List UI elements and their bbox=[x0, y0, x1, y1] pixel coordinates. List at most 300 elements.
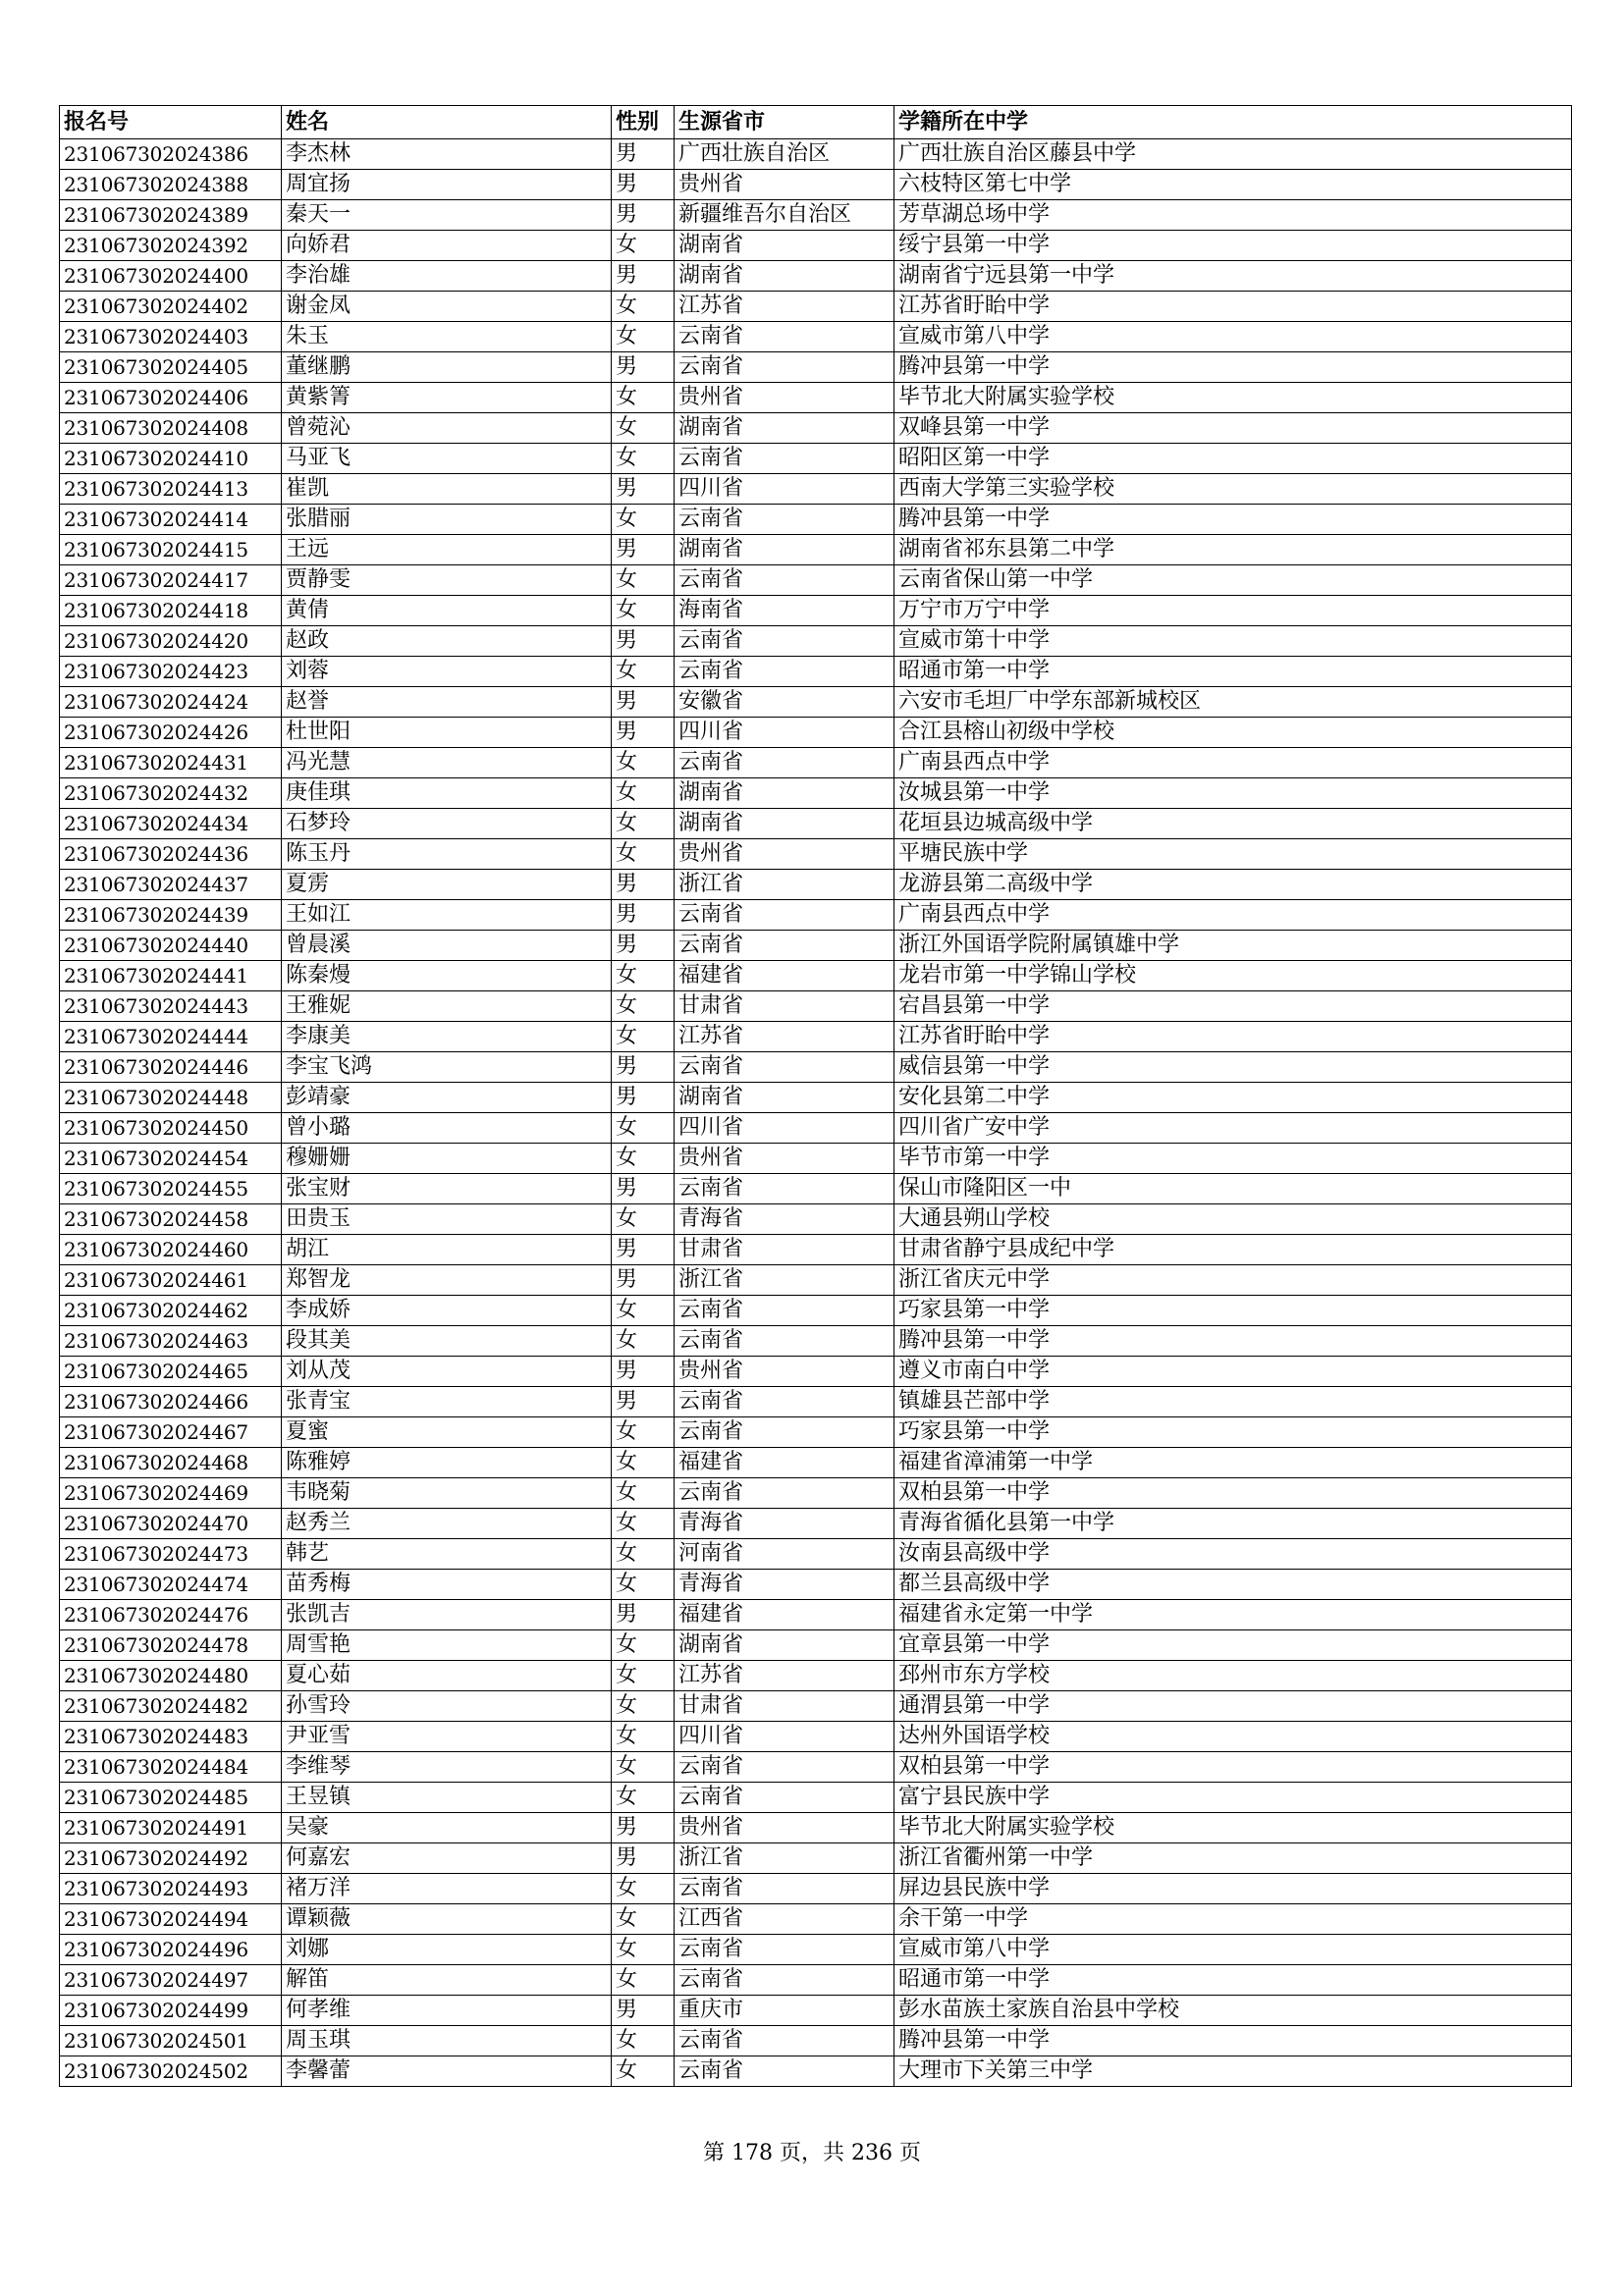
student-table bbox=[59, 105, 1572, 2087]
table-row bbox=[60, 1965, 1572, 1996]
table-row bbox=[60, 1783, 1572, 1813]
name-cell: 韩艺 bbox=[282, 1539, 612, 1570]
table-row bbox=[60, 1630, 1572, 1661]
province-cell: 四川省 bbox=[675, 1113, 894, 1144]
registration-number-cell: 231067302024450 bbox=[60, 1113, 282, 1144]
table-row bbox=[60, 748, 1572, 778]
gender-cell: 女 bbox=[612, 839, 675, 870]
gender-cell: 女 bbox=[612, 1022, 675, 1052]
gender-cell: 女 bbox=[612, 1752, 675, 1783]
school-cell: 毕节北大附属实验学校 bbox=[894, 1813, 1572, 1843]
name-cell: 王雅妮 bbox=[282, 991, 612, 1022]
name-cell: 彭靖豪 bbox=[282, 1083, 612, 1113]
gender-cell: 男 bbox=[612, 870, 675, 900]
school-cell: 屏边县民族中学 bbox=[894, 1874, 1572, 1904]
name-cell: 刘娜 bbox=[282, 1935, 612, 1965]
name-cell: 周雪艳 bbox=[282, 1630, 612, 1661]
province-cell: 浙江省 bbox=[675, 1265, 894, 1296]
school-cell: 浙江省庆元中学 bbox=[894, 1265, 1572, 1296]
school-cell: 腾冲县第一中学 bbox=[894, 2026, 1572, 2056]
table-row bbox=[60, 322, 1572, 352]
registration-number-cell: 231067302024406 bbox=[60, 383, 282, 413]
registration-number-cell: 231067302024437 bbox=[60, 870, 282, 900]
province-cell: 云南省 bbox=[675, 1052, 894, 1083]
province-cell: 福建省 bbox=[675, 1600, 894, 1630]
name-cell: 董继鹏 bbox=[282, 352, 612, 383]
gender-cell: 男 bbox=[612, 1174, 675, 1204]
province-cell: 云南省 bbox=[675, 1417, 894, 1448]
school-cell: 万宁市万宁中学 bbox=[894, 596, 1572, 626]
gender-cell: 女 bbox=[612, 505, 675, 535]
registration-number-cell: 231067302024501 bbox=[60, 2026, 282, 2056]
table-row bbox=[60, 292, 1572, 322]
province-cell: 云南省 bbox=[675, 931, 894, 961]
name-cell: 崔凯 bbox=[282, 474, 612, 505]
header-name: 姓名 bbox=[282, 106, 612, 139]
school-cell: 浙江外国语学院附属镇雄中学 bbox=[894, 931, 1572, 961]
registration-number-cell: 231067302024388 bbox=[60, 170, 282, 200]
name-cell: 胡江 bbox=[282, 1235, 612, 1265]
table-row bbox=[60, 596, 1572, 626]
gender-cell: 女 bbox=[612, 1965, 675, 1996]
name-cell: 夏雳 bbox=[282, 870, 612, 900]
gender-cell: 男 bbox=[612, 200, 675, 231]
name-cell: 李馨蕾 bbox=[282, 2056, 612, 2087]
gender-cell: 男 bbox=[612, 1235, 675, 1265]
table-row bbox=[60, 1904, 1572, 1935]
province-cell: 江苏省 bbox=[675, 292, 894, 322]
name-cell: 褚万洋 bbox=[282, 1874, 612, 1904]
school-cell: 平塘民族中学 bbox=[894, 839, 1572, 870]
registration-number-cell: 231067302024432 bbox=[60, 778, 282, 809]
name-cell: 段其美 bbox=[282, 1326, 612, 1357]
province-cell: 云南省 bbox=[675, 900, 894, 931]
gender-cell: 女 bbox=[612, 748, 675, 778]
name-cell: 马亚飞 bbox=[282, 444, 612, 474]
gender-cell: 女 bbox=[612, 1935, 675, 1965]
school-cell: 湖南省宁远县第一中学 bbox=[894, 261, 1572, 292]
gender-cell: 女 bbox=[612, 1570, 675, 1600]
registration-number-cell: 231067302024444 bbox=[60, 1022, 282, 1052]
gender-cell: 男 bbox=[612, 1600, 675, 1630]
province-cell: 青海省 bbox=[675, 1570, 894, 1600]
table-row bbox=[60, 1113, 1572, 1144]
province-cell: 四川省 bbox=[675, 1722, 894, 1752]
registration-number-cell: 231067302024410 bbox=[60, 444, 282, 474]
school-cell: 威信县第一中学 bbox=[894, 1052, 1572, 1083]
gender-cell: 女 bbox=[612, 1144, 675, 1174]
name-cell: 夏蜜 bbox=[282, 1417, 612, 1448]
province-cell: 重庆市 bbox=[675, 1996, 894, 2026]
table-row bbox=[60, 1144, 1572, 1174]
province-cell: 浙江省 bbox=[675, 1843, 894, 1874]
school-cell: 昭通市第一中学 bbox=[894, 1965, 1572, 1996]
gender-cell: 女 bbox=[612, 1539, 675, 1570]
gender-cell: 男 bbox=[612, 1357, 675, 1387]
table-row bbox=[60, 991, 1572, 1022]
table-row bbox=[60, 565, 1572, 596]
school-cell: 腾冲县第一中学 bbox=[894, 1326, 1572, 1357]
school-cell: 都兰县高级中学 bbox=[894, 1570, 1572, 1600]
name-cell: 曾小璐 bbox=[282, 1113, 612, 1144]
table-row bbox=[60, 535, 1572, 565]
school-cell: 绥宁县第一中学 bbox=[894, 231, 1572, 261]
name-cell: 何嘉宏 bbox=[282, 1843, 612, 1874]
registration-number-cell: 231067302024400 bbox=[60, 261, 282, 292]
gender-cell: 女 bbox=[612, 383, 675, 413]
name-cell: 何孝维 bbox=[282, 1996, 612, 2026]
registration-number-cell: 231067302024436 bbox=[60, 839, 282, 870]
table-row bbox=[60, 1083, 1572, 1113]
name-cell: 王如江 bbox=[282, 900, 612, 931]
province-cell: 云南省 bbox=[675, 1387, 894, 1417]
province-cell: 贵州省 bbox=[675, 839, 894, 870]
province-cell: 湖南省 bbox=[675, 1630, 894, 1661]
registration-number-cell: 231067302024468 bbox=[60, 1448, 282, 1478]
province-cell: 云南省 bbox=[675, 748, 894, 778]
table-body bbox=[60, 139, 1572, 2087]
province-cell: 云南省 bbox=[675, 1783, 894, 1813]
registration-number-cell: 231067302024446 bbox=[60, 1052, 282, 1083]
registration-number-cell: 231067302024434 bbox=[60, 809, 282, 839]
gender-cell: 女 bbox=[612, 322, 675, 352]
table-row bbox=[60, 687, 1572, 718]
name-cell: 刘从茂 bbox=[282, 1357, 612, 1387]
school-cell: 邳州市东方学校 bbox=[894, 1661, 1572, 1691]
table-row bbox=[60, 139, 1572, 170]
table-row bbox=[60, 870, 1572, 900]
gender-cell: 男 bbox=[612, 931, 675, 961]
name-cell: 杜世阳 bbox=[282, 718, 612, 748]
registration-number-cell: 231067302024491 bbox=[60, 1813, 282, 1843]
registration-number-cell: 231067302024474 bbox=[60, 1570, 282, 1600]
table-row bbox=[60, 1813, 1572, 1843]
gender-cell: 女 bbox=[612, 1296, 675, 1326]
school-cell: 宕昌县第一中学 bbox=[894, 991, 1572, 1022]
table-row bbox=[60, 383, 1572, 413]
province-cell: 云南省 bbox=[675, 1935, 894, 1965]
table-row bbox=[60, 413, 1572, 444]
name-cell: 王昱镇 bbox=[282, 1783, 612, 1813]
province-cell: 云南省 bbox=[675, 1478, 894, 1509]
name-cell: 庚佳琪 bbox=[282, 778, 612, 809]
gender-cell: 女 bbox=[612, 1904, 675, 1935]
province-cell: 甘肃省 bbox=[675, 1235, 894, 1265]
school-cell: 巧家县第一中学 bbox=[894, 1417, 1572, 1448]
gender-cell: 男 bbox=[612, 535, 675, 565]
name-cell: 郑智龙 bbox=[282, 1265, 612, 1296]
registration-number-cell: 231067302024499 bbox=[60, 1996, 282, 2026]
registration-number-cell: 231067302024473 bbox=[60, 1539, 282, 1570]
gender-cell: 男 bbox=[612, 1265, 675, 1296]
school-cell: 彭水苗族土家族自治县中学校 bbox=[894, 1996, 1572, 2026]
school-cell: 余干第一中学 bbox=[894, 1904, 1572, 1935]
province-cell: 甘肃省 bbox=[675, 1691, 894, 1722]
registration-number-cell: 231067302024480 bbox=[60, 1661, 282, 1691]
gender-cell: 女 bbox=[612, 1204, 675, 1235]
province-cell: 青海省 bbox=[675, 1509, 894, 1539]
table-row bbox=[60, 1935, 1572, 1965]
province-cell: 甘肃省 bbox=[675, 991, 894, 1022]
school-cell: 江苏省盱眙中学 bbox=[894, 292, 1572, 322]
header-registration-number: 报名号 bbox=[60, 106, 282, 139]
school-cell: 安化县第二中学 bbox=[894, 1083, 1572, 1113]
school-cell: 湖南省祁东县第二中学 bbox=[894, 535, 1572, 565]
registration-number-cell: 231067302024492 bbox=[60, 1843, 282, 1874]
table-row bbox=[60, 231, 1572, 261]
registration-number-cell: 231067302024482 bbox=[60, 1691, 282, 1722]
gender-cell: 男 bbox=[612, 261, 675, 292]
registration-number-cell: 231067302024469 bbox=[60, 1478, 282, 1509]
school-cell: 宣威市第八中学 bbox=[894, 1935, 1572, 1965]
name-cell: 陈雅婷 bbox=[282, 1448, 612, 1478]
province-cell: 云南省 bbox=[675, 626, 894, 657]
province-cell: 江西省 bbox=[675, 1904, 894, 1935]
table-row bbox=[60, 1052, 1572, 1083]
name-cell: 谭颖薇 bbox=[282, 1904, 612, 1935]
registration-number-cell: 231067302024392 bbox=[60, 231, 282, 261]
table-row bbox=[60, 261, 1572, 292]
name-cell: 夏心茹 bbox=[282, 1661, 612, 1691]
province-cell: 浙江省 bbox=[675, 870, 894, 900]
registration-number-cell: 231067302024420 bbox=[60, 626, 282, 657]
province-cell: 湖南省 bbox=[675, 809, 894, 839]
registration-number-cell: 231067302024462 bbox=[60, 1296, 282, 1326]
registration-number-cell: 231067302024466 bbox=[60, 1387, 282, 1417]
province-cell: 贵州省 bbox=[675, 1357, 894, 1387]
name-cell: 尹亚雪 bbox=[282, 1722, 612, 1752]
school-cell: 富宁县民族中学 bbox=[894, 1783, 1572, 1813]
gender-cell: 女 bbox=[612, 413, 675, 444]
gender-cell: 女 bbox=[612, 444, 675, 474]
name-cell: 李维琴 bbox=[282, 1752, 612, 1783]
table-row bbox=[60, 1509, 1572, 1539]
school-cell: 福建省漳浦第一中学 bbox=[894, 1448, 1572, 1478]
name-cell: 张青宝 bbox=[282, 1387, 612, 1417]
province-cell: 湖南省 bbox=[675, 778, 894, 809]
school-cell: 遵义市南白中学 bbox=[894, 1357, 1572, 1387]
province-cell: 云南省 bbox=[675, 657, 894, 687]
registration-number-cell: 231067302024494 bbox=[60, 1904, 282, 1935]
registration-number-cell: 231067302024441 bbox=[60, 961, 282, 991]
table-row bbox=[60, 474, 1572, 505]
registration-number-cell: 231067302024467 bbox=[60, 1417, 282, 1448]
school-cell: 合江县榕山初级中学校 bbox=[894, 718, 1572, 748]
province-cell: 云南省 bbox=[675, 1965, 894, 1996]
school-cell: 芳草湖总场中学 bbox=[894, 200, 1572, 231]
registration-number-cell: 231067302024497 bbox=[60, 1965, 282, 1996]
name-cell: 张凯吉 bbox=[282, 1600, 612, 1630]
gender-cell: 男 bbox=[612, 139, 675, 170]
gender-cell: 女 bbox=[612, 292, 675, 322]
table-row bbox=[60, 931, 1572, 961]
gender-cell: 男 bbox=[612, 1996, 675, 2026]
name-cell: 李成娇 bbox=[282, 1296, 612, 1326]
gender-cell: 女 bbox=[612, 1417, 675, 1448]
school-cell: 双柏县第一中学 bbox=[894, 1752, 1572, 1783]
school-cell: 宣威市第八中学 bbox=[894, 322, 1572, 352]
table-row bbox=[60, 1752, 1572, 1783]
name-cell: 孙雪玲 bbox=[282, 1691, 612, 1722]
province-cell: 贵州省 bbox=[675, 1813, 894, 1843]
name-cell: 苗秀梅 bbox=[282, 1570, 612, 1600]
school-cell: 江苏省盱眙中学 bbox=[894, 1022, 1572, 1052]
table-row bbox=[60, 1326, 1572, 1357]
name-cell: 韦晓菊 bbox=[282, 1478, 612, 1509]
province-cell: 云南省 bbox=[675, 1874, 894, 1904]
province-cell: 海南省 bbox=[675, 596, 894, 626]
school-cell: 甘肃省静宁县成纪中学 bbox=[894, 1235, 1572, 1265]
table-row bbox=[60, 1691, 1572, 1722]
province-cell: 河南省 bbox=[675, 1539, 894, 1570]
school-cell: 六安市毛坦厂中学东部新城校区 bbox=[894, 687, 1572, 718]
table-row bbox=[60, 626, 1572, 657]
gender-cell: 女 bbox=[612, 1326, 675, 1357]
table-header-row bbox=[60, 106, 1572, 139]
school-cell: 宣威市第十中学 bbox=[894, 626, 1572, 657]
header-school: 学籍所在中学 bbox=[894, 106, 1572, 139]
registration-number-cell: 231067302024405 bbox=[60, 352, 282, 383]
registration-number-cell: 231067302024414 bbox=[60, 505, 282, 535]
province-cell: 四川省 bbox=[675, 474, 894, 505]
name-cell: 周玉琪 bbox=[282, 2026, 612, 2056]
gender-cell: 女 bbox=[612, 1509, 675, 1539]
school-cell: 宜章县第一中学 bbox=[894, 1630, 1572, 1661]
name-cell: 朱玉 bbox=[282, 322, 612, 352]
school-cell: 广南县西点中学 bbox=[894, 900, 1572, 931]
name-cell: 曾晨溪 bbox=[282, 931, 612, 961]
name-cell: 李杰林 bbox=[282, 139, 612, 170]
header-gender: 性别 bbox=[612, 106, 675, 139]
registration-number-cell: 231067302024415 bbox=[60, 535, 282, 565]
table-row bbox=[60, 1996, 1572, 2026]
gender-cell: 男 bbox=[612, 1052, 675, 1083]
gender-cell: 女 bbox=[612, 2056, 675, 2087]
table-row bbox=[60, 1357, 1572, 1387]
school-cell: 福建省永定第一中学 bbox=[894, 1600, 1572, 1630]
table-row bbox=[60, 657, 1572, 687]
school-cell: 云南省保山第一中学 bbox=[894, 565, 1572, 596]
gender-cell: 女 bbox=[612, 809, 675, 839]
school-cell: 汝城县第一中学 bbox=[894, 778, 1572, 809]
name-cell: 秦天一 bbox=[282, 200, 612, 231]
province-cell: 湖南省 bbox=[675, 1083, 894, 1113]
table-row bbox=[60, 1235, 1572, 1265]
registration-number-cell: 231067302024465 bbox=[60, 1357, 282, 1387]
registration-number-cell: 231067302024476 bbox=[60, 1600, 282, 1630]
school-cell: 花垣县边城高级中学 bbox=[894, 809, 1572, 839]
gender-cell: 男 bbox=[612, 1083, 675, 1113]
province-cell: 安徽省 bbox=[675, 687, 894, 718]
table-row bbox=[60, 2026, 1572, 2056]
name-cell: 周宜扬 bbox=[282, 170, 612, 200]
province-cell: 湖南省 bbox=[675, 535, 894, 565]
table-row bbox=[60, 1843, 1572, 1874]
school-cell: 西南大学第三实验学校 bbox=[894, 474, 1572, 505]
table-row bbox=[60, 444, 1572, 474]
province-cell: 广西壮族自治区 bbox=[675, 139, 894, 170]
name-cell: 张腊丽 bbox=[282, 505, 612, 535]
school-cell: 六枝特区第七中学 bbox=[894, 170, 1572, 200]
table-row bbox=[60, 200, 1572, 231]
province-cell: 云南省 bbox=[675, 1296, 894, 1326]
page-footer: 第 178 页，共 236 页 bbox=[703, 2141, 921, 2165]
school-cell: 昭通市第一中学 bbox=[894, 657, 1572, 687]
province-cell: 云南省 bbox=[675, 1752, 894, 1783]
registration-number-cell: 231067302024402 bbox=[60, 292, 282, 322]
name-cell: 石梦玲 bbox=[282, 809, 612, 839]
gender-cell: 男 bbox=[612, 1843, 675, 1874]
school-cell: 大通县朔山学校 bbox=[894, 1204, 1572, 1235]
registration-number-cell: 231067302024413 bbox=[60, 474, 282, 505]
table-row bbox=[60, 1661, 1572, 1691]
school-cell: 四川省广安中学 bbox=[894, 1113, 1572, 1144]
registration-number-cell: 231067302024389 bbox=[60, 200, 282, 231]
table-row bbox=[60, 505, 1572, 535]
table-row bbox=[60, 1874, 1572, 1904]
registration-number-cell: 231067302024454 bbox=[60, 1144, 282, 1174]
gender-cell: 女 bbox=[612, 1783, 675, 1813]
gender-cell: 男 bbox=[612, 474, 675, 505]
table-row bbox=[60, 1022, 1572, 1052]
gender-cell: 男 bbox=[612, 626, 675, 657]
name-cell: 刘蓉 bbox=[282, 657, 612, 687]
school-cell: 广西壮族自治区藤县中学 bbox=[894, 139, 1572, 170]
name-cell: 贾静雯 bbox=[282, 565, 612, 596]
registration-number-cell: 231067302024443 bbox=[60, 991, 282, 1022]
province-cell: 贵州省 bbox=[675, 1144, 894, 1174]
name-cell: 张宝财 bbox=[282, 1174, 612, 1204]
province-cell: 湖南省 bbox=[675, 413, 894, 444]
gender-cell: 女 bbox=[612, 991, 675, 1022]
school-cell: 毕节北大附属实验学校 bbox=[894, 383, 1572, 413]
province-cell: 云南省 bbox=[675, 322, 894, 352]
school-cell: 达州外国语学校 bbox=[894, 1722, 1572, 1752]
gender-cell: 女 bbox=[612, 1874, 675, 1904]
gender-cell: 女 bbox=[612, 657, 675, 687]
name-cell: 李治雄 bbox=[282, 261, 612, 292]
table-row bbox=[60, 839, 1572, 870]
school-cell: 双峰县第一中学 bbox=[894, 413, 1572, 444]
school-cell: 镇雄县芒部中学 bbox=[894, 1387, 1572, 1417]
registration-number-cell: 231067302024496 bbox=[60, 1935, 282, 1965]
province-cell: 云南省 bbox=[675, 352, 894, 383]
gender-cell: 女 bbox=[612, 1722, 675, 1752]
registration-number-cell: 231067302024418 bbox=[60, 596, 282, 626]
registration-number-cell: 231067302024478 bbox=[60, 1630, 282, 1661]
name-cell: 吴豪 bbox=[282, 1813, 612, 1843]
name-cell: 穆姗姗 bbox=[282, 1144, 612, 1174]
name-cell: 王远 bbox=[282, 535, 612, 565]
gender-cell: 男 bbox=[612, 1387, 675, 1417]
school-cell: 大理市下关第三中学 bbox=[894, 2056, 1572, 2087]
registration-number-cell: 231067302024417 bbox=[60, 565, 282, 596]
name-cell: 陈秦熳 bbox=[282, 961, 612, 991]
registration-number-cell: 231067302024502 bbox=[60, 2056, 282, 2087]
table-row bbox=[60, 900, 1572, 931]
gender-cell: 女 bbox=[612, 2026, 675, 2056]
name-cell: 赵政 bbox=[282, 626, 612, 657]
header-origin-province: 生源省市 bbox=[675, 106, 894, 139]
registration-number-cell: 231067302024483 bbox=[60, 1722, 282, 1752]
registration-number-cell: 231067302024485 bbox=[60, 1783, 282, 1813]
gender-cell: 女 bbox=[612, 1448, 675, 1478]
name-cell: 陈玉丹 bbox=[282, 839, 612, 870]
table-row bbox=[60, 1600, 1572, 1630]
gender-cell: 男 bbox=[612, 170, 675, 200]
registration-number-cell: 231067302024426 bbox=[60, 718, 282, 748]
province-cell: 贵州省 bbox=[675, 383, 894, 413]
